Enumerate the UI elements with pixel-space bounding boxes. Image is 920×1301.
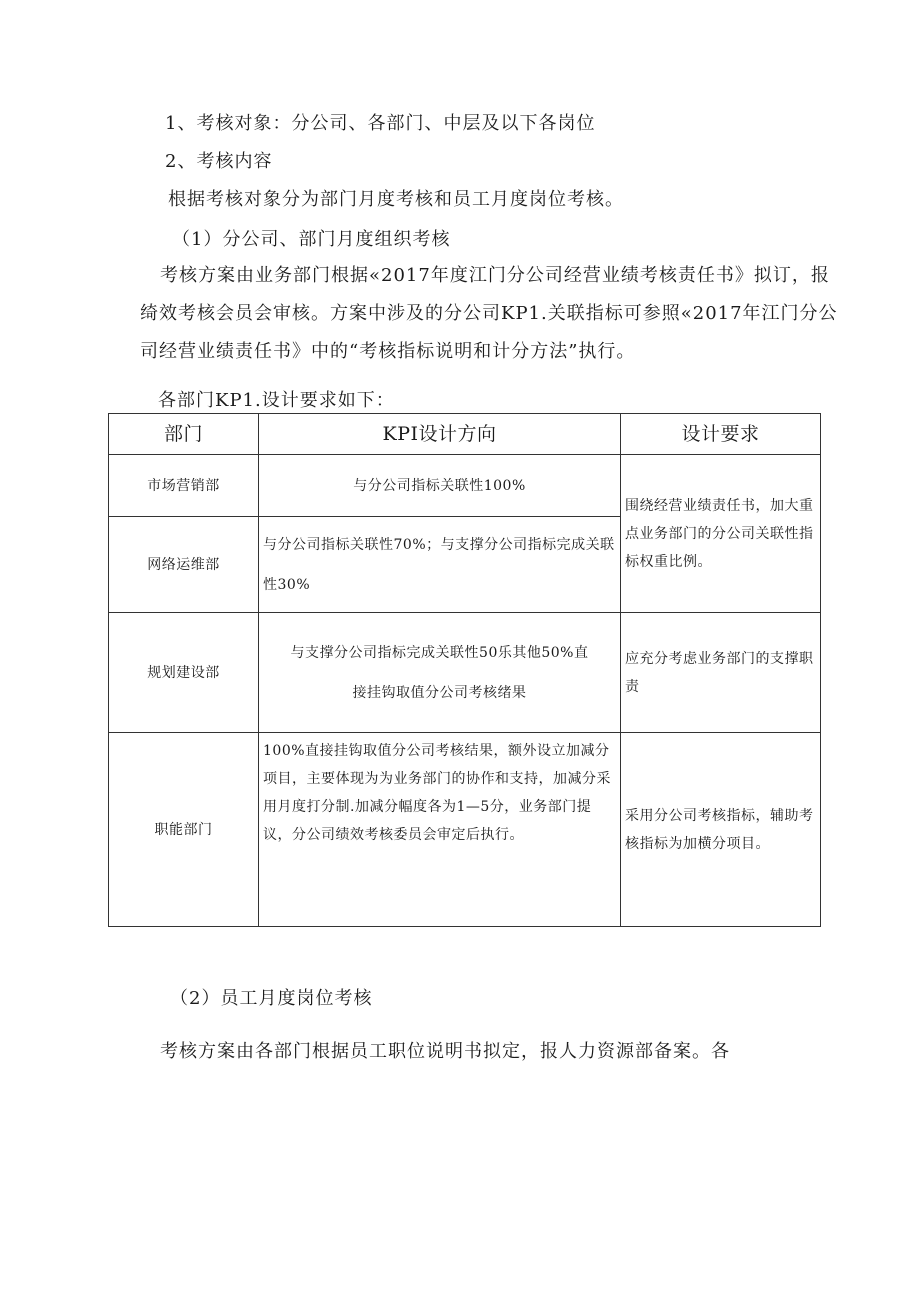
dept-cell: 规划建设部	[109, 613, 259, 733]
table-caption: 各部门KP1.设计要求如下：	[158, 390, 395, 411]
kpi-cell: 与分公司指标关联性70%；与支撑分公司指标完成关联性30%	[259, 517, 621, 613]
requirement-text: 应充分考虑业务部门的支撑职责	[625, 650, 814, 695]
dept-cell: 网络运维部	[109, 517, 259, 613]
requirement-text: 围绕经营业绩责任书，加大重点业务部门的分公司关联性指标权重比例。	[625, 497, 814, 570]
subsection-2-heading: （2）员工月度岗位考核	[170, 988, 373, 1009]
requirement-cell	[621, 455, 821, 613]
requirement-text: 采用分公司考核指标，辅助考核指标为加横分项目。	[625, 807, 814, 852]
intro-text: 根据考核对象分为部门月度考核和员工月度岗位考核。	[168, 189, 624, 210]
table-header-row	[109, 414, 821, 455]
paragraph-2: 考核方案由各部门根据员工职位说明书拟定，报人力资源部备案。各	[160, 1041, 730, 1062]
table-row	[109, 455, 821, 517]
table-row	[109, 733, 821, 927]
paragraph-1: 考核方案由业务部门根据«2017年度江门分公司经营业绩考核责任书》拟订，报绮效考核会员会审核。方案中涉及的分公司KP1.关联指标可参照«2017年江门分公司经营业绩责任书》中的“考核指标说明和计分方法”执行。	[140, 265, 838, 362]
header-dept: 部门	[109, 414, 259, 455]
kpi-cell: 100%直接挂钩取值分公司考核结果，额外设立加减分项目，主要体现为为业务部门的协作和支持，加减分采用月度打分制.加减分幅度各为1—5分，业务部门提议，分公司绩效考核委员会审定后执行。	[259, 733, 621, 927]
section-item-2: 2、考核内容	[165, 151, 273, 172]
table-row	[109, 613, 821, 733]
section-item-1: 1、考核对象：分公司、各部门、中层及以下各岗位	[165, 113, 596, 134]
dept-cell: 市场营销部	[109, 455, 259, 517]
subsection-1-heading: （1）分公司、部门月度组织考核	[172, 229, 451, 250]
kpi-cell: 与分公司指标关联性100%	[259, 455, 621, 517]
requirement-cell	[621, 613, 821, 733]
kpi-cell: 与支撑分公司指标完成关联性50乐其他50%直接挂钩取值分公司考核绪果	[259, 613, 621, 733]
kpi-design-table	[108, 413, 821, 927]
header-requirement: 设计要求	[621, 414, 821, 455]
header-kpi: KPI设计方向	[259, 414, 621, 455]
dept-cell: 职能部门	[109, 733, 259, 927]
requirement-cell	[621, 733, 821, 927]
